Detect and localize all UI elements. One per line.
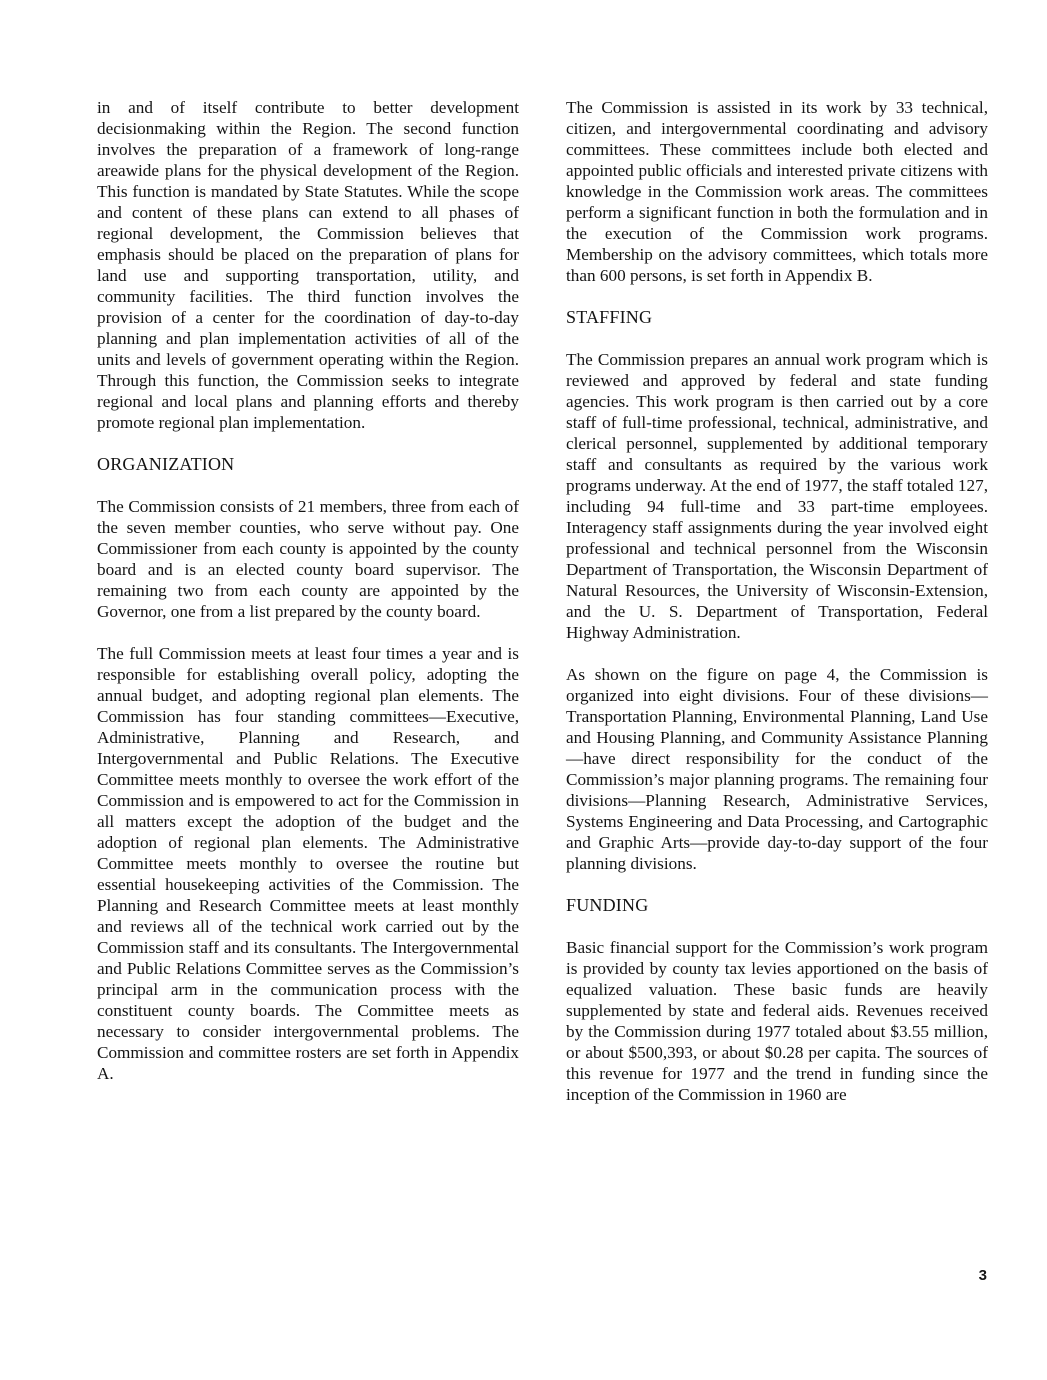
funding-heading: FUNDING bbox=[566, 895, 649, 915]
organization-heading: ORGANIZATION bbox=[97, 454, 235, 474]
organization-paragraph-1: The Commission consists of 21 members, three from each of the seven member counties, who serve without pay. One Commissioner from each county is appointed by the county board and is an elected county board supervisor. The remaining two from each county are appointed by the Governor, one from a list prepared by the county board. bbox=[97, 497, 519, 621]
staffing-paragraph-2: As shown on the figure on page 4, the Commission is organized into eight divisions. Four of these divisions—Transportation Planning, Environmental Planning, Land Use and Housing Planning, and Community Assistance Planning—have direct responsibility for the conduct of the Commission’s major planning programs. The remaining four divisions—Planning Research, Administrative Services, Systems Engineering and Data Processing, and Cartographic and Graphic Arts—provide day-to-day support of the four planning divisions. bbox=[566, 665, 988, 873]
staffing-paragraph-1: The Commission prepares an annual work program which is reviewed and approved by federal and state funding agencies. This work program is then carried out by a core staff of full-time professional, technical, administrative, and clerical personnel, supplemented by additional temporary staff and consultants as required by the various work programs underway. At the end of 1977, the staff totaled 127, including 94 full-time and 33 part-time employees. Interagency staff assignments during the year involved eight professional and technical personnel from the Wisconsin Department of Transportation, the Wisconsin Department of Natural Resources, the University of Wisconsin-Extension, and the U. S. Department of Transportation, Federal Highway Administration. bbox=[566, 350, 988, 642]
staffing-heading: STAFFING bbox=[566, 307, 653, 327]
page-number: 3 bbox=[978, 1267, 987, 1284]
organization-paragraph-2: The full Commission meets at least four times a year and is responsible for establishing overall policy, adopting the annual budget, and adopting regional plan elements. The Commission has four standing committees—Executive, Administrative, Planning and Research, and Intergovernmental and Public Relations. The Executive Committee meets monthly to oversee the work effort of the Commission and is empowered to act for the Commission in all matters except the adoption of the budget and the adoption of regional plan elements. The Administrative Committee meets monthly to oversee the routine but essential housekeeping activities of the Commission. The Planning and Research Committee meets at least monthly and reviews all of the technical work carried out by the Commission staff and its consultants. The Intergovernmental and Public Relations Committee serves as the Commission’s principal arm in the communication process with the constituent county boards. The Committee meets as necessary to consider intergovernmental problems. The Commission and committee rosters are set forth in Appendix A. bbox=[97, 644, 519, 1083]
right-column bbox=[566, 97, 988, 1126]
left-column bbox=[97, 97, 519, 1105]
funding-paragraph: Basic financial support for the Commission’s work program is provided by county tax levies apportioned on the basis of equalized valuation. These basic funds are heavily supplemented by state and federal aids. Revenues received by the Commission during 1977 totaled about $3.55 million, or about $500,393, or about $0.28 per capita. The sources of this revenue for 1977 and the trend in funding since the inception of the Commission in 1960 are bbox=[566, 938, 988, 1104]
committees-paragraph: The Commission is assisted in its work by 33 technical, citizen, and intergovernmental coordinating and advisory committees. These committees include both elected and appointed public officials and interested private citizens with knowledge in the Commission work areas. The committees perform a significant function in both the formulation and in the execution of the Commission work programs. Membership on the advisory committees, which totals more than 600 persons, is set forth in Appendix B. bbox=[566, 98, 988, 285]
intro-paragraph: in and of itself contribute to better development decisionmaking within the Region. The second function involves the preparation of a framework of long-range areawide plans for the physical development of the Region. This function is mandated by State Statutes. While the scope and content of these plans can extend to all phases of regional development, the Commission believes that emphasis should be placed on the preparation of plans for land use and supporting transportation, utility, and community facilities. The third function involves the provision of a center for the coordination of day-to-day planning and plan implementation activities of all of the units and levels of government operating within the Region. Through this function, the Commission seeks to integrate regional and local plans and planning efforts and thereby promote regional plan implementation. bbox=[97, 98, 519, 432]
